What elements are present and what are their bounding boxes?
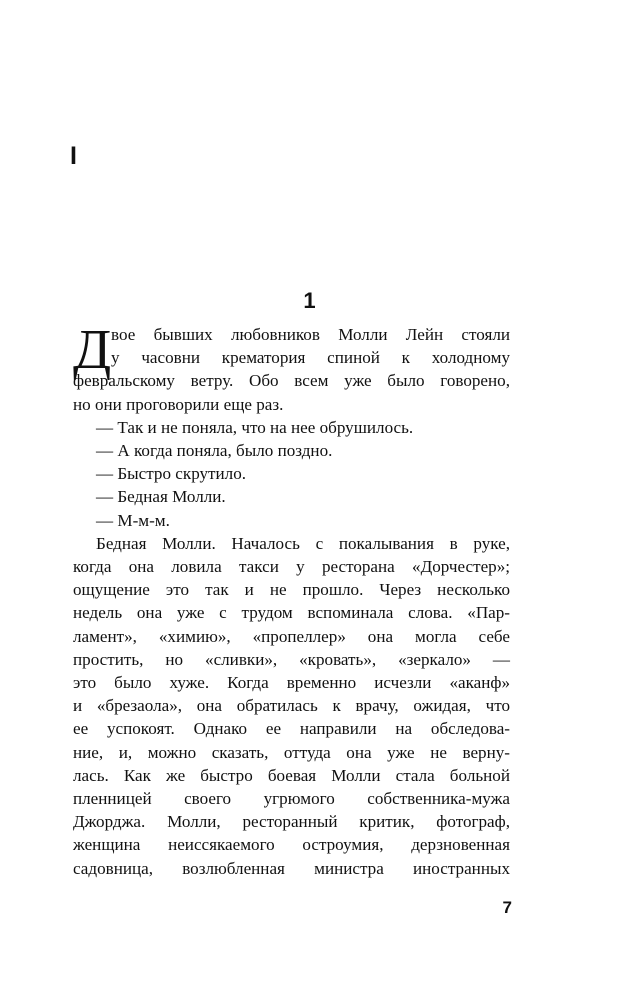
text-line: женщина неиссякаемого остроумия, дерзновенная	[73, 835, 510, 855]
text-line: и «брезаола», она обратилась к врачу, ожидая, что	[73, 696, 510, 716]
text-line: но они проговорили еще раз.	[73, 394, 284, 414]
opening-paragraph	[73, 319, 510, 416]
text-line: февральскому ветру. Обо всем уже было говорено,	[73, 371, 510, 391]
chapter-text	[73, 319, 510, 880]
text-line: простить, но «сливки», «кровать», «зеркало» —	[73, 649, 510, 669]
dialogue-line: — Так и не поняла, что на нее обрушилось.	[96, 417, 414, 437]
dialogue-line: — М-м-м.	[96, 510, 170, 530]
text-line: вое бывших любовников Молли Лейн стояли	[111, 325, 510, 344]
text-line: недель она уже с трудом вспоминала слова. «Пар-	[73, 603, 510, 623]
dialogue-block	[73, 416, 510, 532]
body-paragraph	[73, 532, 510, 880]
text-line: садовница, возлюбленная министра иностранных	[73, 858, 510, 878]
drop-cap: Д	[73, 319, 112, 381]
text-line: когда она ловила такси у ресторана «Дорчестер»;	[73, 557, 510, 577]
text-line: ламент», «химию», «пропеллер» она могла себе	[73, 626, 510, 646]
text-line: Бедная Молли. Началось с покалывания в руке,	[96, 533, 510, 553]
chapter-number: 1	[303, 288, 316, 313]
text-line: Джорджа. Молли, ресторанный критик, фотограф,	[73, 812, 510, 832]
text-line: пленницей своего угрюмого собственника-мужа	[73, 789, 510, 809]
text-line: у часовни крематория спиной к холодному	[111, 348, 510, 368]
page-number: 7	[502, 898, 512, 917]
text-line: ее успокоят. Однако ее направили на обследова-	[73, 719, 510, 739]
dialogue-line: — А когда поняла, было поздно.	[96, 441, 333, 461]
part-marker: I	[70, 142, 77, 170]
text-line: ние, и, можно сказать, оттуда она уже не верну-	[73, 742, 510, 762]
dialogue-line: — Быстро скрутило.	[96, 464, 247, 484]
dialogue-line: — Бедная Молли.	[96, 487, 226, 507]
text-line: лась. Как же быстро боевая Молли стала больной	[73, 765, 510, 785]
text-line: ощущение это так и не прошло. Через несколько	[73, 580, 510, 600]
text-line: это было хуже. Когда временно исчезли «аканф»	[73, 673, 510, 693]
